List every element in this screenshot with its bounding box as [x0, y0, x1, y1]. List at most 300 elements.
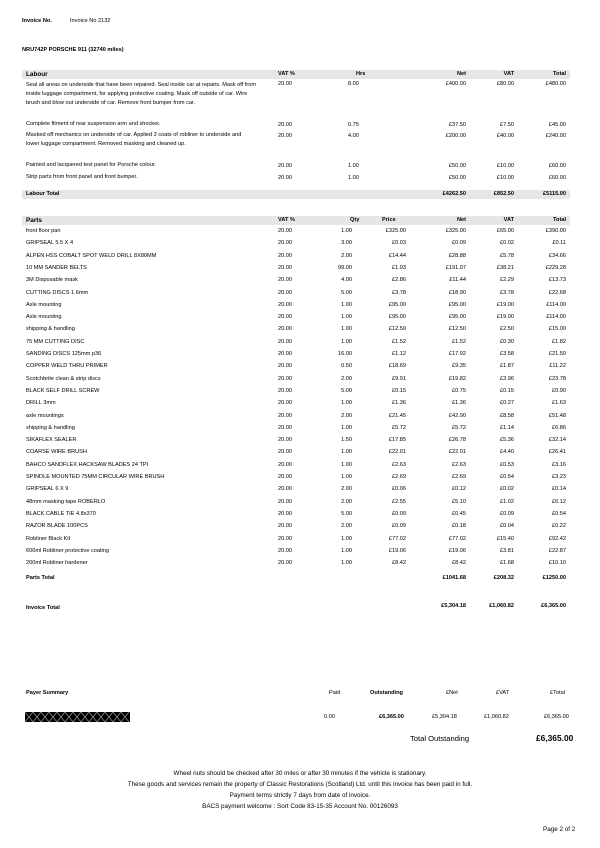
labour-net: £50.00: [448, 163, 466, 169]
part-vat: 20.00: [278, 424, 292, 431]
part-desc: BLACK SELF DRILL SCREW: [26, 387, 100, 394]
labour-vatamt: £10.00: [496, 163, 514, 169]
footer-line-2: These goods and services remain the property of Classic Restorations (Scotland) Ltd. until this invoice has been paid in full.: [127, 781, 473, 788]
part-price: £2.69: [392, 474, 406, 480]
part-qty: 1.00: [341, 301, 352, 308]
parts-row: [22, 400, 570, 410]
part-vatamt: £4.40: [500, 449, 514, 456]
footer-line-4: BACS payment welcome : Sort Code 83-15-35 Account No. 00126093: [202, 803, 398, 810]
parts-total-vat: £208.32: [493, 575, 514, 581]
part-total: £6.12: [552, 498, 566, 505]
part-price: £2.86: [392, 277, 406, 284]
part-vat: 20.00: [278, 301, 292, 308]
part-vat: 20.00: [278, 338, 292, 345]
payer-col-outstanding: Outstanding: [370, 690, 403, 696]
part-vatamt: £1.14: [500, 424, 514, 431]
part-vatamt: £0.53: [500, 461, 514, 468]
part-desc: SIKAFLEX SEALER: [26, 437, 77, 444]
parts-row: [22, 499, 570, 509]
labour-desc: Strip parts from front panel and front bumper.: [26, 174, 138, 180]
labour-vat: 20.00: [278, 163, 292, 169]
part-net: £5.10: [452, 498, 466, 505]
payer-col-net: £Net: [446, 690, 458, 696]
parts-row: [22, 425, 570, 435]
part-desc: BAHCO SANDFLEX HACKSAW BLADES 24 TPI: [26, 461, 149, 468]
part-vat: 20.00: [278, 252, 292, 259]
parts-col-vat: VAT %: [278, 217, 295, 223]
labour-hrs: 1.00: [348, 175, 359, 181]
labour-total-label: Labour Total: [26, 191, 60, 197]
part-qty: 3.00: [341, 240, 352, 247]
part-desc: 600ml Robliner protective coating: [26, 547, 110, 554]
parts-row: [22, 536, 570, 546]
part-desc: 48mm masking tape ROBERLO: [26, 498, 106, 505]
part-total: £6.86: [552, 424, 566, 431]
parts-row: [22, 511, 570, 521]
part-qty: 5.00: [341, 289, 352, 296]
part-net: £0.75: [452, 387, 466, 394]
part-price: £0.03: [392, 240, 406, 247]
total-outstanding-value: £6,365.00: [536, 733, 574, 743]
parts-col-net: Net: [456, 217, 466, 223]
part-vatamt: £5.36: [500, 437, 514, 444]
labour-col-hrs: Hrs: [356, 71, 366, 77]
parts-row: [22, 326, 570, 336]
part-vatamt: £1.02: [500, 498, 514, 505]
invoice-total-total: £6,365.00: [541, 603, 566, 609]
parts-row: [22, 265, 570, 275]
part-total: £10.10: [548, 560, 566, 567]
parts-row: [22, 388, 570, 398]
labour-hrs: 8.00: [348, 81, 359, 87]
part-vat: 20.00: [278, 461, 292, 468]
payer-col-paid: Paid: [329, 690, 341, 696]
part-vatamt: £19.00: [496, 301, 514, 308]
part-vat: 20.00: [278, 400, 292, 407]
part-vat: 20.00: [278, 387, 292, 394]
part-desc: Robliner Black Kit: [26, 535, 71, 542]
part-vatamt: £0.54: [500, 474, 514, 480]
part-vatamt: £1.68: [500, 560, 514, 567]
part-price: £19.06: [388, 547, 406, 554]
payer-summary-title: Payer Summary: [26, 690, 69, 696]
payer-paid: 0.00: [324, 714, 335, 720]
part-vatamt: £0.02: [500, 240, 514, 247]
part-price: £12.50: [388, 326, 406, 333]
part-desc: COPPER WELD THRU PRIMER: [26, 363, 108, 370]
invoice-total-vat: £1,060.82: [489, 603, 514, 609]
part-total: £1.63: [552, 400, 566, 407]
footer-line-3: Payment terms strictly 7 days from date of invoice.: [229, 792, 371, 799]
labour-col-vat: VAT %: [278, 71, 295, 77]
part-net: £0.18: [452, 523, 466, 530]
part-vatamt: £3.58: [500, 351, 514, 357]
parts-total-net: £1041.68: [442, 575, 466, 581]
part-vat: 20.00: [278, 314, 292, 321]
part-price: £1.52: [392, 338, 406, 345]
part-desc: GRIPSEAL 6 X 9: [26, 486, 69, 493]
part-price: £5.72: [392, 424, 406, 431]
labour-col-net: Net: [456, 71, 466, 77]
part-desc: SANDING DISCS 125mm p36: [26, 351, 102, 357]
parts-row: [22, 413, 570, 423]
part-price: £17.85: [388, 437, 406, 444]
part-vatamt: £65.00: [496, 228, 514, 234]
invoice-no-value: Invoice No 2132: [70, 18, 111, 24]
part-vatamt: £3.78: [500, 289, 514, 296]
part-vat: 20.00: [278, 474, 292, 480]
part-qty: 1.00: [341, 326, 352, 333]
part-vat: 20.00: [278, 510, 292, 517]
part-vatamt: £3.96: [500, 375, 514, 382]
part-qty: 1.00: [341, 338, 352, 345]
parts-row: [22, 523, 570, 533]
part-qty: 0.50: [341, 363, 352, 370]
part-price: £8.42: [392, 560, 406, 567]
part-vat: 20.00: [278, 363, 292, 370]
part-price: £0.09: [392, 510, 406, 517]
part-price: £2.55: [392, 498, 406, 505]
part-vatamt: £0.09: [500, 510, 514, 517]
invoice-total-label: Invoice Total: [26, 605, 60, 611]
parts-row: [22, 314, 570, 324]
part-price: £0.09: [392, 523, 406, 530]
part-total: £11.22: [549, 363, 566, 370]
part-desc: 10 MM SANDER BELTS: [26, 264, 87, 271]
labour-total-vat: £852.50: [493, 191, 514, 197]
labour-vatamt: £10.00: [496, 175, 514, 181]
part-price: £2.63: [392, 461, 406, 468]
parts-col-total: Total: [553, 217, 566, 223]
part-desc: Axle mounting: [26, 301, 62, 308]
parts-row: [22, 277, 570, 287]
labour-net: £37.50: [448, 122, 466, 128]
part-total: £114.00: [546, 301, 566, 308]
part-total: £0.90: [552, 387, 566, 394]
part-desc: shipping & handling: [26, 326, 75, 333]
parts-row: [22, 290, 570, 300]
labour-vat: 20.00: [278, 175, 292, 181]
labour-total: £60.00: [548, 175, 566, 181]
part-vat: 20.00: [278, 560, 292, 567]
parts-total-total: £1250.00: [542, 575, 566, 581]
parts-row: [22, 339, 570, 349]
part-total: £26.41: [548, 449, 566, 456]
part-price: £18.69: [388, 363, 406, 370]
page-number: Page 2 of 2: [543, 826, 576, 833]
part-vat: 20.00: [278, 498, 292, 505]
part-qty: 16.00: [338, 351, 352, 357]
payer-net: £5,304.18: [432, 714, 457, 720]
part-total: £229.28: [545, 264, 566, 271]
part-net: £95.00: [448, 314, 466, 321]
part-total: £34.66: [548, 252, 566, 259]
labour-hrs: 1.00: [348, 163, 359, 169]
part-qty: 1.00: [341, 461, 352, 468]
parts-total-row: [22, 575, 570, 585]
part-price: £77.02: [388, 535, 406, 542]
part-net: £19.82: [448, 375, 466, 382]
part-desc: COARSE WIRE BRUSH: [26, 449, 87, 456]
labour-hrs: 0.75: [348, 122, 359, 128]
part-total: £3.23: [552, 474, 566, 480]
footer-notes: [0, 768, 600, 812]
labour-row: [22, 131, 570, 159]
part-desc: Scotchbrite clean & strip discs: [26, 375, 101, 382]
part-vatamt: £15.40: [496, 535, 514, 542]
part-desc: GRIPSEAL 5.5 X 4: [26, 240, 74, 247]
part-vat: 20.00: [278, 535, 292, 542]
part-qty: 2.00: [341, 486, 352, 493]
part-desc: 200ml Robliner hardener: [26, 560, 88, 567]
parts-row: [22, 548, 570, 558]
part-desc: ALPEN HSS COBALT SPOT WELD DRILL 8X80MM: [26, 252, 157, 259]
labour-col-vatamt: VAT: [503, 71, 514, 77]
parts-total-label: Parts Total: [26, 575, 55, 581]
payer-col-total: £Total: [550, 690, 565, 696]
part-vat: 20.00: [278, 523, 292, 530]
part-total: £114.00: [546, 314, 566, 321]
parts-header: [22, 216, 570, 225]
part-qty: 1.00: [341, 560, 352, 567]
labour-total-net: £4262.50: [442, 191, 466, 197]
part-desc: CUTTING DISCS 1.6mm: [26, 289, 89, 296]
part-total: £21.50: [548, 351, 566, 357]
part-price: £1.36: [392, 400, 406, 407]
part-total: £390.00: [545, 228, 566, 234]
part-desc: front floor pan: [26, 228, 61, 234]
part-vatamt: £38.21: [496, 264, 514, 271]
part-price: £21.45: [388, 412, 406, 419]
part-price: £1.93: [392, 264, 406, 271]
part-price: £1.12: [392, 351, 406, 357]
part-net: £17.92: [448, 351, 466, 357]
part-net: £77.02: [448, 535, 466, 542]
part-net: £42.90: [448, 412, 466, 419]
part-net: £2.69: [452, 474, 466, 480]
part-net: £8.42: [452, 560, 466, 567]
part-net: £1.36: [452, 400, 466, 407]
part-vatamt: £0.15: [500, 387, 514, 394]
labour-total-row: [22, 190, 570, 199]
parts-row: [22, 560, 570, 570]
part-desc: 75 MM CUTTING DISC: [26, 338, 85, 345]
payer-total: £6,365.00: [544, 714, 569, 720]
footer-line-1: Wheel nuts should be checked after 30 miles or after 30 minutes if the vehicle is stationary.: [173, 770, 427, 777]
part-qty: 1.50: [341, 437, 352, 444]
part-total: £22.68: [548, 289, 566, 296]
labour-vatamt: £7.50: [500, 122, 514, 128]
part-vat: 20.00: [278, 437, 292, 444]
parts-row: [22, 228, 570, 238]
part-net: £22.01: [448, 449, 466, 456]
part-qty: 5.00: [341, 510, 352, 517]
part-qty: 1.00: [341, 424, 352, 431]
part-net: £26.78: [448, 437, 466, 444]
parts-row: [22, 240, 570, 250]
part-total: £23.78: [548, 375, 566, 382]
part-qty: 1.00: [341, 400, 352, 407]
part-vat: 20.00: [278, 289, 292, 296]
labour-total: £45.00: [548, 122, 566, 128]
part-desc: axle mountings: [26, 412, 64, 419]
part-qty: 2.00: [341, 412, 352, 419]
parts-row: [22, 376, 570, 386]
part-total: £32.14: [548, 437, 566, 444]
parts-row: [22, 302, 570, 312]
parts-row: [22, 363, 570, 373]
parts-row: [22, 486, 570, 496]
part-desc: RAZOR BLADE 100PCS: [26, 523, 88, 530]
part-qty: 2.00: [341, 375, 352, 382]
labour-desc: Seal all areas on underside that have been repaired. Seal inside car at repairs. Mask off from inside luggage compartment, for applying protective coating. Mask off outside of car. Wire brush and blow out underside of car. Remove front bumper from car.: [26, 82, 256, 106]
labour-vat: 20.00: [278, 133, 292, 139]
part-desc: shipping & handling: [26, 424, 75, 431]
payer-vat: £1,060.82: [484, 714, 509, 720]
part-net: £12.50: [448, 326, 466, 333]
part-qty: 1.00: [341, 535, 352, 542]
part-net: £0.12: [452, 486, 466, 493]
part-desc: 3M Disposable mask: [26, 277, 78, 284]
part-total: £92.42: [548, 535, 566, 542]
part-vatamt: £0.27: [500, 400, 514, 407]
part-price: £9.91: [392, 375, 406, 382]
parts-col-vatamt: VAT: [503, 217, 514, 223]
part-qty: 4.00: [341, 277, 352, 284]
part-vatamt: £0.30: [500, 338, 514, 345]
labour-total-total: £5115.00: [542, 191, 566, 197]
payer-outstanding: £6,365.00: [379, 714, 404, 720]
total-outstanding-label: Total Outstanding: [410, 734, 470, 743]
part-price: £325.00: [385, 228, 406, 234]
part-desc: SPINDLE MOUNTED 75MM CIRCULAR WIRE BRUSH: [26, 474, 165, 480]
invoice-total-row: [22, 603, 570, 613]
part-net: £9.35: [452, 363, 466, 370]
labour-vatamt: £80.00: [496, 81, 514, 87]
part-total: £0.22: [552, 523, 566, 530]
part-vat: 20.00: [278, 547, 292, 554]
labour-col-desc: Labour: [26, 71, 48, 78]
labour-row: [22, 120, 570, 130]
part-total: £51.48: [548, 412, 566, 419]
labour-row: [22, 161, 570, 171]
parts-row: [22, 437, 570, 447]
part-net: £18.90: [448, 289, 466, 296]
part-net: £5.72: [452, 424, 466, 431]
part-total: £15.00: [548, 326, 566, 333]
parts-row: [22, 474, 570, 484]
part-price: £14.44: [388, 252, 406, 259]
part-vat: 20.00: [278, 277, 292, 284]
labour-total: £480.00: [545, 81, 566, 87]
part-price: £0.15: [392, 387, 406, 394]
payer-col-vat: £VAT: [496, 690, 510, 696]
part-desc: Axle mounting: [26, 314, 62, 321]
labour-row: [22, 173, 570, 183]
part-qty: 2.00: [341, 523, 352, 530]
part-vat: 20.00: [278, 240, 292, 247]
part-vatamt: £5.78: [500, 252, 514, 259]
redacted-payer-name: [25, 712, 130, 722]
part-vatamt: £8.58: [500, 412, 514, 419]
parts-row: [22, 462, 570, 472]
part-price: £3.78: [392, 289, 406, 296]
part-vat: 20.00: [278, 449, 292, 456]
part-vat: 20.00: [278, 412, 292, 419]
part-vatamt: £0.02: [500, 486, 514, 493]
labour-desc: Painted and lacquered test panel for Porsche colour.: [26, 162, 156, 168]
redaction-pattern: [25, 712, 130, 722]
labour-vat: 20.00: [278, 122, 292, 128]
part-net: £28.88: [448, 252, 466, 259]
part-qty: 99.00: [338, 264, 352, 271]
labour-net: £50.00: [448, 175, 466, 181]
vehicle-title: NRU742P PORSCHE 911 (32740 miles): [22, 47, 124, 53]
part-price: £0.06: [392, 486, 406, 493]
labour-net: £400.00: [445, 81, 466, 87]
part-qty: 1.00: [341, 449, 352, 456]
parts-col-desc: Parts: [26, 217, 42, 224]
part-vatamt: £2.29: [500, 277, 514, 284]
invoice-total-net: £5,304.18: [441, 603, 466, 609]
part-total: £1.82: [552, 338, 566, 345]
part-total: £13.73: [548, 277, 566, 284]
part-qty: 1.00: [341, 474, 352, 480]
invoice-no-label: Invoice No.: [22, 18, 52, 24]
parts-row: [22, 449, 570, 459]
parts-col-qty: Qty: [350, 217, 360, 223]
part-net: £2.63: [452, 461, 466, 468]
part-qty: 1.00: [341, 228, 352, 234]
part-qty: 2.00: [341, 498, 352, 505]
part-net: £19.06: [448, 547, 466, 554]
labour-header: [22, 70, 570, 79]
part-vat: 20.00: [278, 264, 292, 271]
parts-row: [22, 253, 570, 263]
part-net: £1.52: [452, 338, 466, 345]
part-vatamt: £1.87: [500, 363, 514, 370]
part-net: £191.07: [445, 264, 466, 271]
part-net: £325.00: [445, 228, 466, 234]
part-vatamt: £2.50: [500, 326, 514, 333]
part-qty: 5.00: [341, 387, 352, 394]
part-vatamt: £3.81: [500, 547, 514, 554]
parts-row: [22, 351, 570, 361]
part-vat: 20.00: [278, 486, 292, 493]
part-price: £95.00: [388, 314, 406, 321]
part-total: £0.14: [552, 486, 566, 493]
part-vat: 20.00: [278, 375, 292, 382]
part-qty: 1.00: [341, 547, 352, 554]
labour-desc: Masked off mechanics on underside of car. Applied 2 coats of robliner to underside and lower luggage compartment. Removed masking and cleaned up.: [26, 132, 242, 147]
parts-col-price: Price: [382, 217, 396, 223]
part-total: £0.54: [552, 510, 566, 517]
part-qty: 2.00: [341, 252, 352, 259]
part-desc: BLACK CABLE TIE 4.8x370: [26, 510, 96, 517]
part-desc: DRILL 3mm: [26, 400, 56, 407]
part-net: £0.09: [452, 240, 466, 247]
part-net: £0.45: [452, 510, 466, 517]
labour-desc: Complete fitment of rear suspension arm and shocker.: [26, 121, 161, 127]
part-vat: 20.00: [278, 326, 292, 333]
part-qty: 1.00: [341, 314, 352, 321]
part-vatamt: £19.00: [496, 314, 514, 321]
part-vat: 20.00: [278, 351, 292, 357]
labour-hrs: 4.00: [348, 133, 359, 139]
labour-vat: 20.00: [278, 81, 292, 87]
labour-col-total: Total: [553, 71, 566, 77]
labour-total: £240.00: [545, 133, 566, 139]
